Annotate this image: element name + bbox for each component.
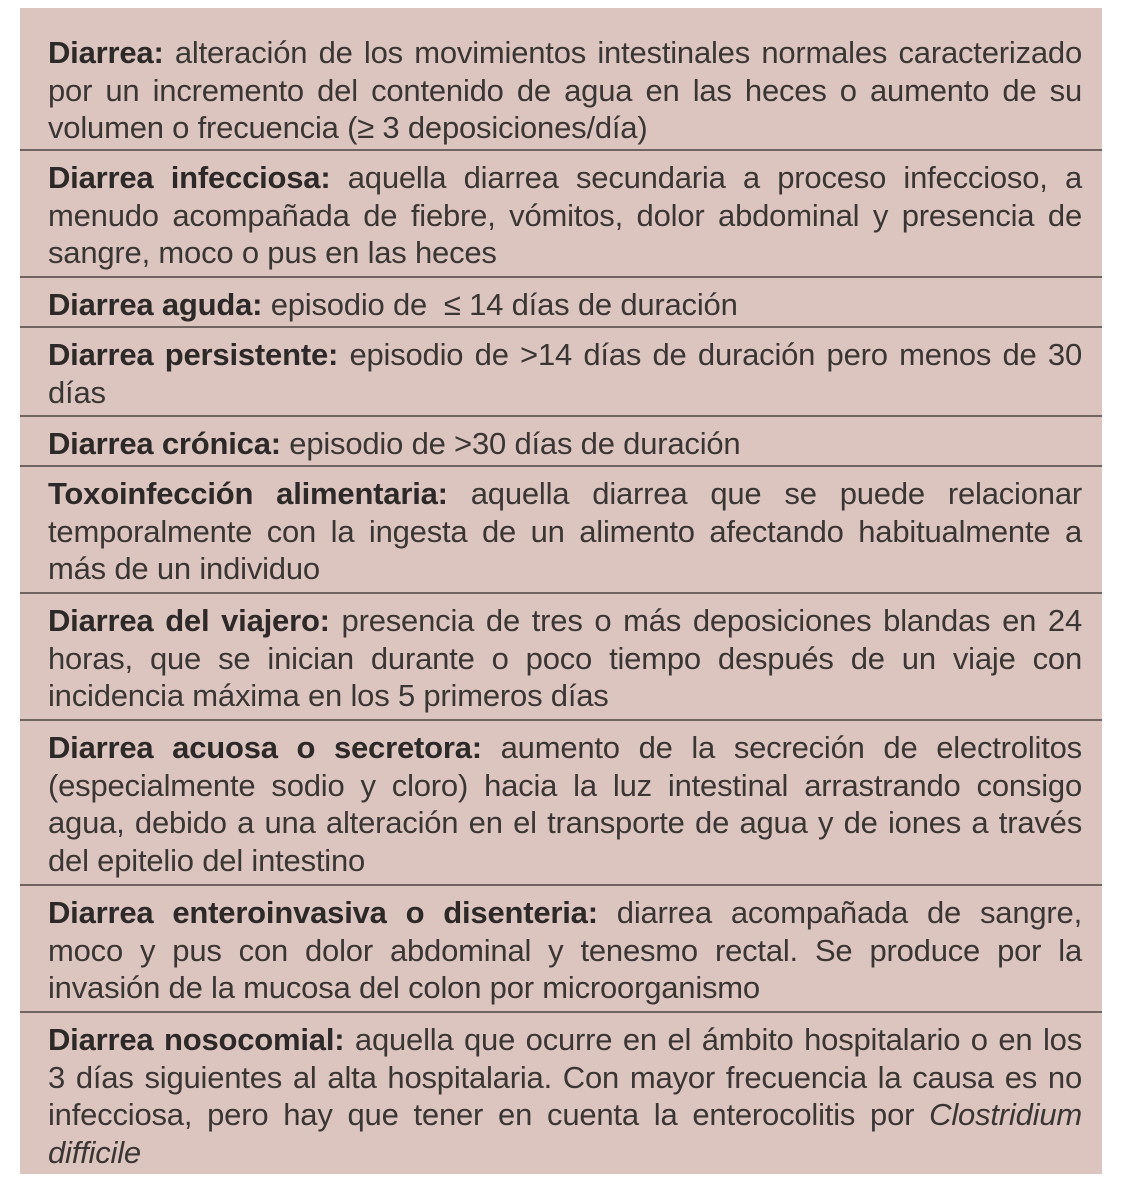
definition-term: Diarrea enteroinvasiva o disenteria: (48, 895, 598, 930)
definition-row-diarrea-cronica (20, 415, 1102, 465)
definition-term: Diarrea acuosa o secretora: (48, 730, 482, 765)
definition-paragraph (48, 729, 1082, 879)
definition-paragraph (48, 286, 1082, 324)
definition-paragraph (48, 602, 1082, 715)
definition-text: diarrea acompañada de sangre, moco y pus con dolor abdominal y tenesmo rectal. Se produce por la invasión de la mucosa del colon por microorganismo (48, 895, 1082, 1005)
definition-row-diarrea-persistente (20, 326, 1102, 415)
definition-term: Toxoinfección alimentaria: (48, 476, 448, 511)
definition-text: presencia de tres o más deposiciones blandas en 24 horas, que se inician durante o poco tiempo después de un viaje con incidencia máxima en los 5 primeros días (48, 603, 1082, 713)
definition-row-diarrea-infecciosa (20, 149, 1102, 276)
definition-paragraph (48, 894, 1082, 1007)
definition-text: episodio de >30 días de duración (280, 426, 741, 461)
definition-term: Diarrea persistente: (48, 337, 339, 372)
definition-text: alteración de los movimientos intestinales normales caracterizado por un incremento del contenido de agua en las heces o aumento de su volumen o frecuencia (≥ 3 deposiciones/día) (48, 35, 1082, 145)
definition-term: Diarrea del viajero: (48, 603, 330, 638)
definition-text: aquella diarrea que se puede relacionar temporalmente con la ingesta de un alimento afectando habitualmente a más de un individuo (48, 476, 1082, 586)
definition-paragraph (48, 425, 1082, 463)
definition-paragraph (48, 336, 1082, 411)
definition-term: Diarrea: (48, 35, 164, 70)
definition-row-diarrea (20, 8, 1102, 149)
definition-text: aumento de la secreción de electrolitos (especialmente sodio y cloro) hacia la luz intestinal arrastrando consigo agua, debido a una alteración en el transporte de agua y de iones a través del epitelio del intestino (48, 730, 1082, 878)
definition-row-diarrea-nosocomial (20, 1011, 1102, 1174)
definition-row-diarrea-del-viajero (20, 592, 1102, 719)
definition-text: episodio de ≤ 14 días de duración (262, 287, 738, 322)
definition-term: Diarrea nosocomial: (48, 1022, 345, 1057)
definition-paragraph (48, 475, 1082, 588)
definition-text: aquella diarrea secundaria a proceso infeccioso, a menudo acompañada de fiebre, vómitos, dolor abdominal y presencia de sangre, moco o pus en las heces (48, 160, 1082, 270)
definition-term: Diarrea crónica: (48, 426, 281, 461)
definition-paragraph (48, 159, 1082, 272)
definition-row-diarrea-enteroinvasiva (20, 884, 1102, 1011)
definition-paragraph (48, 1021, 1082, 1171)
definition-text: aquella que ocurre en el ámbito hospitalario o en los 3 días siguientes al alta hospitalaria. Con mayor frecuencia la causa es no infecciosa, pero hay que tener en cuenta la enterocolitis por (48, 1022, 1082, 1132)
definition-text: episodio de >14 días de duración pero menos de 30 días (48, 337, 1083, 410)
definition-row-toxoinfeccion-alimentaria (20, 465, 1102, 592)
organism-name: Clostridium difficile (48, 1097, 1083, 1170)
definition-term: Diarrea aguda: (48, 287, 263, 322)
definition-row-diarrea-acuosa (20, 719, 1102, 884)
definitions-table (20, 8, 1102, 1174)
definition-row-diarrea-aguda (20, 276, 1102, 326)
definition-paragraph (48, 34, 1082, 147)
definition-term: Diarrea infecciosa: (48, 160, 331, 195)
